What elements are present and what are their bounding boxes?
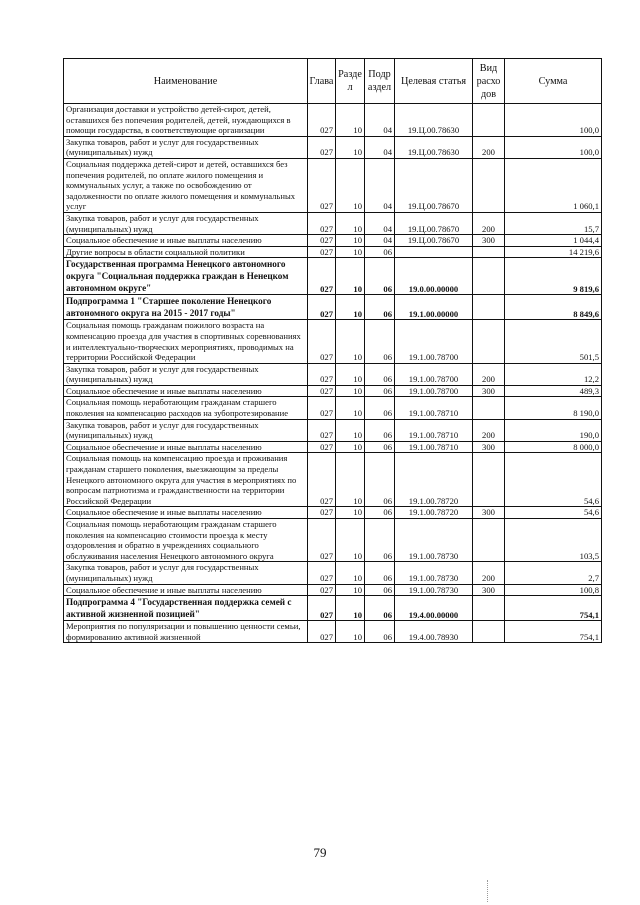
row-exp-type-cell bbox=[473, 158, 505, 212]
row-chapter-cell: 027 bbox=[308, 397, 336, 419]
table-body bbox=[64, 104, 602, 643]
table-row bbox=[64, 136, 602, 158]
row-section-cell: 10 bbox=[336, 136, 365, 158]
row-exp-type-cell: 300 bbox=[473, 385, 505, 397]
row-subsection-cell: 06 bbox=[365, 246, 395, 258]
row-exp-type-cell bbox=[473, 397, 505, 419]
header-chapter: Глава bbox=[308, 59, 336, 104]
table-row bbox=[64, 104, 602, 137]
budget-table bbox=[63, 58, 602, 643]
row-name-cell: Закупка товаров, работ и услуг для государственных (муниципальных) нужд bbox=[64, 212, 308, 234]
row-chapter-cell: 027 bbox=[308, 235, 336, 247]
row-section-cell: 10 bbox=[336, 104, 365, 137]
row-amount-cell: 103,5 bbox=[505, 519, 602, 562]
row-chapter-cell: 027 bbox=[308, 158, 336, 212]
row-target-cell: 19.Ц.00.78670 bbox=[395, 235, 473, 247]
row-name-cell: Социальное обеспечение и иные выплаты населению bbox=[64, 235, 308, 247]
row-chapter-cell: 027 bbox=[308, 596, 336, 621]
row-chapter-cell: 027 bbox=[308, 453, 336, 507]
row-amount-cell: 14 219,6 bbox=[505, 246, 602, 258]
row-section-cell: 10 bbox=[336, 235, 365, 247]
row-chapter-cell: 027 bbox=[308, 258, 336, 295]
row-target-cell: 19.1.00.78710 bbox=[395, 397, 473, 419]
table-row bbox=[64, 596, 602, 621]
row-name-cell: Закупка товаров, работ и услуг для государственных (муниципальных) нужд bbox=[64, 419, 308, 441]
row-amount-cell: 8 190,0 bbox=[505, 397, 602, 419]
row-subsection-cell: 06 bbox=[365, 562, 395, 584]
row-exp-type-cell bbox=[473, 258, 505, 295]
row-exp-type-cell bbox=[473, 453, 505, 507]
row-subsection-cell: 06 bbox=[365, 441, 395, 453]
row-amount-cell: 1 060,1 bbox=[505, 158, 602, 212]
row-target-cell: 19.1.00.78720 bbox=[395, 507, 473, 519]
row-chapter-cell: 027 bbox=[308, 320, 336, 363]
row-section-cell: 10 bbox=[336, 621, 365, 643]
row-amount-cell: 9 819,6 bbox=[505, 258, 602, 295]
row-amount-cell: 100,0 bbox=[505, 104, 602, 137]
row-chapter-cell: 027 bbox=[308, 562, 336, 584]
row-exp-type-cell: 300 bbox=[473, 584, 505, 596]
row-chapter-cell: 027 bbox=[308, 621, 336, 643]
scan-artifact bbox=[487, 880, 489, 902]
row-target-cell: 19.Ц.00.78630 bbox=[395, 104, 473, 137]
row-amount-cell: 54,6 bbox=[505, 453, 602, 507]
row-section-cell: 10 bbox=[336, 246, 365, 258]
row-exp-type-cell: 200 bbox=[473, 562, 505, 584]
row-name-cell: Государственная программа Ненецкого автономного округа "Социальная поддержка граждан в Ненецком автономном округе" bbox=[64, 258, 308, 295]
row-target-cell: 19.4.00.00000 bbox=[395, 596, 473, 621]
row-chapter-cell: 027 bbox=[308, 136, 336, 158]
row-chapter-cell: 027 bbox=[308, 507, 336, 519]
row-section-cell: 10 bbox=[336, 507, 365, 519]
row-subsection-cell: 04 bbox=[365, 212, 395, 234]
row-subsection-cell: 06 bbox=[365, 419, 395, 441]
row-section-cell: 10 bbox=[336, 453, 365, 507]
row-name-cell: Закупка товаров, работ и услуг для государственных (муниципальных) нужд bbox=[64, 363, 308, 385]
header-subsection: Подр аздел bbox=[365, 59, 395, 104]
row-name-cell: Организация доставки и устройство детей-сирот, детей, оставшихся без попечения родителей, детей, нуждающихся в помощи государства, в соответствующие организации bbox=[64, 104, 308, 137]
row-subsection-cell: 06 bbox=[365, 519, 395, 562]
row-target-cell: 19.1.00.78730 bbox=[395, 584, 473, 596]
row-amount-cell: 8 849,6 bbox=[505, 295, 602, 320]
row-subsection-cell: 06 bbox=[365, 596, 395, 621]
row-subsection-cell: 04 bbox=[365, 158, 395, 212]
row-section-cell: 10 bbox=[336, 584, 365, 596]
row-chapter-cell: 027 bbox=[308, 419, 336, 441]
row-subsection-cell: 06 bbox=[365, 258, 395, 295]
table-row bbox=[64, 507, 602, 519]
row-target-cell: 19.Ц.00.78670 bbox=[395, 158, 473, 212]
row-name-cell: Социальная помощь гражданам пожилого возраста на компенсацию проезда для участия в спортивных соревнованиях и интеллектуально-творческих мероприятиях, проводимых на территории Российской Федерации bbox=[64, 320, 308, 363]
table-row bbox=[64, 363, 602, 385]
row-section-cell: 10 bbox=[336, 212, 365, 234]
row-amount-cell: 754,1 bbox=[505, 596, 602, 621]
row-amount-cell: 12,2 bbox=[505, 363, 602, 385]
row-subsection-cell: 06 bbox=[365, 507, 395, 519]
row-name-cell: Социальная поддержка детей-сирот и детей, оставшихся без попечения родителей, по оплате жилого помещения и коммунальных услуг, а также по освобождению от задолженности по оплате жилого помещения и коммунальных услуг bbox=[64, 158, 308, 212]
row-name-cell: Подпрограмма 1 "Старшее поколение Ненецкого автономного округа на 2015 - 2017 годы" bbox=[64, 295, 308, 320]
row-name-cell: Социальная помощь неработающим гражданам старшего поколения на компенсацию стоимости проезда к месту оздоровления и обратно в учреждениях социального обслуживания населения Ненецкого автономного округа bbox=[64, 519, 308, 562]
row-name-cell: Социальная помощь неработающим гражданам старшего поколения на компенсацию расходов на зубопротезирование bbox=[64, 397, 308, 419]
header-amount: Сумма bbox=[505, 59, 602, 104]
table-row bbox=[64, 441, 602, 453]
row-subsection-cell: 06 bbox=[365, 363, 395, 385]
row-name-cell: Закупка товаров, работ и услуг для государственных (муниципальных) нужд bbox=[64, 136, 308, 158]
row-section-cell: 10 bbox=[336, 519, 365, 562]
row-section-cell: 10 bbox=[336, 596, 365, 621]
row-section-cell: 10 bbox=[336, 385, 365, 397]
row-target-cell: 19.1.00.78730 bbox=[395, 519, 473, 562]
row-name-cell: Другие вопросы в области социальной политики bbox=[64, 246, 308, 258]
table-row bbox=[64, 212, 602, 234]
row-amount-cell: 489,3 bbox=[505, 385, 602, 397]
row-exp-type-cell: 300 bbox=[473, 235, 505, 247]
row-section-cell: 10 bbox=[336, 258, 365, 295]
table-row bbox=[64, 385, 602, 397]
row-name-cell: Закупка товаров, работ и услуг для государственных (муниципальных) нужд bbox=[64, 562, 308, 584]
row-amount-cell: 8 000,0 bbox=[505, 441, 602, 453]
row-exp-type-cell bbox=[473, 320, 505, 363]
header-section: Разде л bbox=[336, 59, 365, 104]
table-row bbox=[64, 397, 602, 419]
row-target-cell: 19.0.00.00000 bbox=[395, 258, 473, 295]
row-target-cell: 19.1.00.78720 bbox=[395, 453, 473, 507]
row-subsection-cell: 06 bbox=[365, 584, 395, 596]
row-subsection-cell: 04 bbox=[365, 235, 395, 247]
row-subsection-cell: 04 bbox=[365, 136, 395, 158]
table-row bbox=[64, 519, 602, 562]
row-amount-cell: 190,0 bbox=[505, 419, 602, 441]
row-target-cell: 19.1.00.78730 bbox=[395, 562, 473, 584]
row-section-cell: 10 bbox=[336, 441, 365, 453]
table-row bbox=[64, 158, 602, 212]
row-chapter-cell: 027 bbox=[308, 441, 336, 453]
row-target-cell: 19.1.00.78700 bbox=[395, 320, 473, 363]
page-number: 79 bbox=[313, 845, 327, 860]
header-target: Целевая статья bbox=[395, 59, 473, 104]
table-row bbox=[64, 562, 602, 584]
row-name-cell: Социальная помощь на компенсацию проезда и проживания гражданам старшего поколения, выезжающим за пределы Ненецкого автономного округа для участия в мероприятиях по вопросам патриотизма и гражданственности на территории Российской Федерации bbox=[64, 453, 308, 507]
row-exp-type-cell: 200 bbox=[473, 136, 505, 158]
row-subsection-cell: 06 bbox=[365, 385, 395, 397]
header-exp-type: Вид расхо дов bbox=[473, 59, 505, 104]
row-amount-cell: 754,1 bbox=[505, 621, 602, 643]
row-section-cell: 10 bbox=[336, 363, 365, 385]
row-chapter-cell: 027 bbox=[308, 295, 336, 320]
row-subsection-cell: 04 bbox=[365, 104, 395, 137]
table-row bbox=[64, 246, 602, 258]
row-chapter-cell: 027 bbox=[308, 104, 336, 137]
row-chapter-cell: 027 bbox=[308, 519, 336, 562]
table-row bbox=[64, 419, 602, 441]
row-name-cell: Мероприятия по популяризации и повышению ценности семьи, формированию активной жизненной bbox=[64, 621, 308, 643]
row-subsection-cell: 06 bbox=[365, 397, 395, 419]
row-chapter-cell: 027 bbox=[308, 212, 336, 234]
row-amount-cell: 15,7 bbox=[505, 212, 602, 234]
row-exp-type-cell bbox=[473, 596, 505, 621]
row-target-cell: 19.Ц.00.78670 bbox=[395, 212, 473, 234]
row-section-cell: 10 bbox=[336, 419, 365, 441]
row-exp-type-cell bbox=[473, 246, 505, 258]
row-name-cell: Социальное обеспечение и иные выплаты населению bbox=[64, 507, 308, 519]
row-amount-cell: 54,6 bbox=[505, 507, 602, 519]
row-exp-type-cell: 200 bbox=[473, 212, 505, 234]
table-row bbox=[64, 453, 602, 507]
row-exp-type-cell bbox=[473, 295, 505, 320]
row-target-cell: 19.1.00.78700 bbox=[395, 385, 473, 397]
row-section-cell: 10 bbox=[336, 320, 365, 363]
row-exp-type-cell: 200 bbox=[473, 419, 505, 441]
table-row bbox=[64, 584, 602, 596]
row-name-cell: Подпрограмма 4 "Государственная поддержка семей с активной жизненной позицией" bbox=[64, 596, 308, 621]
row-chapter-cell: 027 bbox=[308, 363, 336, 385]
row-target-cell: 19.1.00.00000 bbox=[395, 295, 473, 320]
row-amount-cell: 2,7 bbox=[505, 562, 602, 584]
table-row bbox=[64, 621, 602, 643]
row-target-cell: 19.1.00.78710 bbox=[395, 441, 473, 453]
row-target-cell: 19.1.00.78710 bbox=[395, 419, 473, 441]
row-name-cell: Социальное обеспечение и иные выплаты населению bbox=[64, 584, 308, 596]
row-exp-type-cell: 200 bbox=[473, 363, 505, 385]
row-target-cell: 19.1.00.78700 bbox=[395, 363, 473, 385]
row-section-cell: 10 bbox=[336, 295, 365, 320]
row-subsection-cell: 06 bbox=[365, 320, 395, 363]
table-row bbox=[64, 320, 602, 363]
row-subsection-cell: 06 bbox=[365, 295, 395, 320]
row-section-cell: 10 bbox=[336, 158, 365, 212]
table-row bbox=[64, 235, 602, 247]
row-subsection-cell: 06 bbox=[365, 453, 395, 507]
table-row bbox=[64, 258, 602, 295]
row-section-cell: 10 bbox=[336, 562, 365, 584]
row-target-cell: 19.Ц.00.78630 bbox=[395, 136, 473, 158]
row-exp-type-cell bbox=[473, 621, 505, 643]
row-exp-type-cell bbox=[473, 519, 505, 562]
row-exp-type-cell: 300 bbox=[473, 441, 505, 453]
row-amount-cell: 100,8 bbox=[505, 584, 602, 596]
table-row bbox=[64, 295, 602, 320]
row-name-cell: Социальное обеспечение и иные выплаты населению bbox=[64, 385, 308, 397]
row-amount-cell: 100,0 bbox=[505, 136, 602, 158]
row-exp-type-cell bbox=[473, 104, 505, 137]
header-name: Наименование bbox=[64, 59, 308, 104]
row-target-cell: 19.4.00.78930 bbox=[395, 621, 473, 643]
row-chapter-cell: 027 bbox=[308, 584, 336, 596]
row-exp-type-cell: 300 bbox=[473, 507, 505, 519]
row-chapter-cell: 027 bbox=[308, 385, 336, 397]
row-amount-cell: 501,5 bbox=[505, 320, 602, 363]
row-name-cell: Социальное обеспечение и иные выплаты населению bbox=[64, 441, 308, 453]
row-amount-cell: 1 044,4 bbox=[505, 235, 602, 247]
row-section-cell: 10 bbox=[336, 397, 365, 419]
row-chapter-cell: 027 bbox=[308, 246, 336, 258]
row-subsection-cell: 06 bbox=[365, 621, 395, 643]
table-header-row bbox=[64, 59, 602, 104]
row-target-cell bbox=[395, 246, 473, 258]
